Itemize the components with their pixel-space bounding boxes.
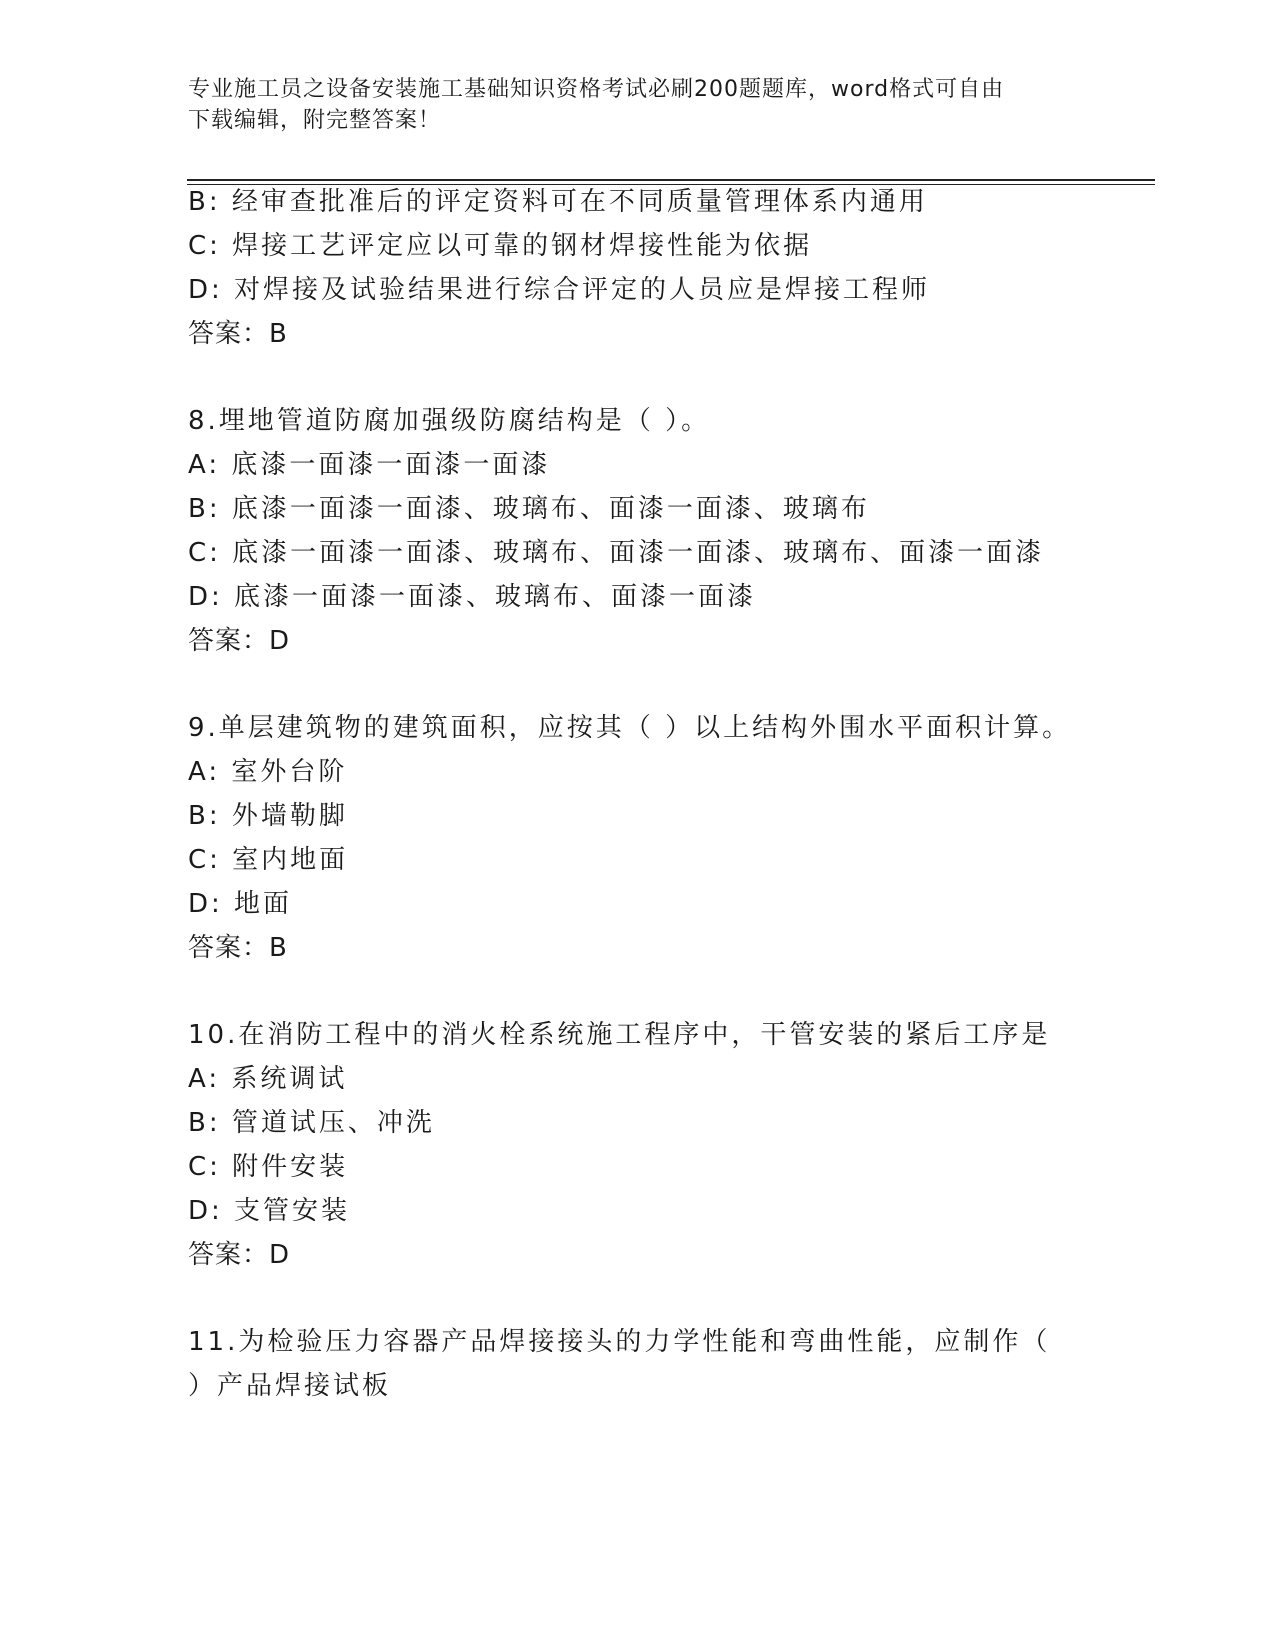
question-stem: 8.埋地管道防腐加强级防腐结构是（ ）。	[188, 406, 711, 436]
header-line-1: 专业施工员之设备安装施工基础知识资格考试必刷200题题库，word格式可自由	[188, 77, 1005, 102]
answer: 答案：D	[188, 626, 291, 656]
document-header	[188, 74, 1068, 136]
question-stem: 9.单层建筑物的建筑面积，应按其（ ）以上结构外围水平面积计算。	[188, 713, 1072, 743]
option-c: C: 焊接工艺评定应以可靠的钢材焊接性能为依据	[188, 231, 813, 261]
header-line-2: 下载编辑，附完整答案！	[188, 108, 442, 133]
answer: 答案：B	[188, 319, 288, 349]
option-a: A: 底漆一面漆一面漆一面漆	[188, 450, 551, 480]
option-b: B: 管道试压、冲洗	[188, 1108, 435, 1138]
option-a: A: 室外台阶	[188, 757, 348, 787]
option-c: C: 附件安装	[188, 1152, 349, 1182]
option-d: D: 底漆一面漆一面漆、玻璃布、面漆一面漆	[188, 582, 757, 612]
option-d: D: 支管安装	[188, 1196, 351, 1226]
question-stem: 11.为检验压力容器产品焊接接头的力学性能和弯曲性能，应制作（	[188, 1327, 1051, 1357]
question-stem: 10.在消防工程中的消火栓系统施工程序中，干管安装的紧后工序是	[188, 1020, 1051, 1050]
option-b: B: 外墙勒脚	[188, 801, 348, 831]
option-c: C: 室内地面	[188, 845, 349, 875]
option-c: C: 底漆一面漆一面漆、玻璃布、面漆一面漆、玻璃布、面漆一面漆	[188, 538, 1045, 568]
answer: 答案：D	[188, 1240, 291, 1270]
answer: 答案：B	[188, 933, 288, 963]
header-divider-thick	[187, 179, 1155, 181]
question-stem-continued: ）产品焊接试板	[188, 1371, 392, 1401]
option-b: B: 经审查批准后的评定资料可在不同质量管理体系内通用	[188, 187, 928, 217]
option-d: D: 对焊接及试验结果进行综合评定的人员应是焊接工程师	[188, 275, 931, 305]
option-b: B: 底漆一面漆一面漆、玻璃布、面漆一面漆、玻璃布	[188, 494, 870, 524]
option-d: D: 地面	[188, 889, 293, 919]
option-a: A: 系统调试	[188, 1064, 348, 1094]
